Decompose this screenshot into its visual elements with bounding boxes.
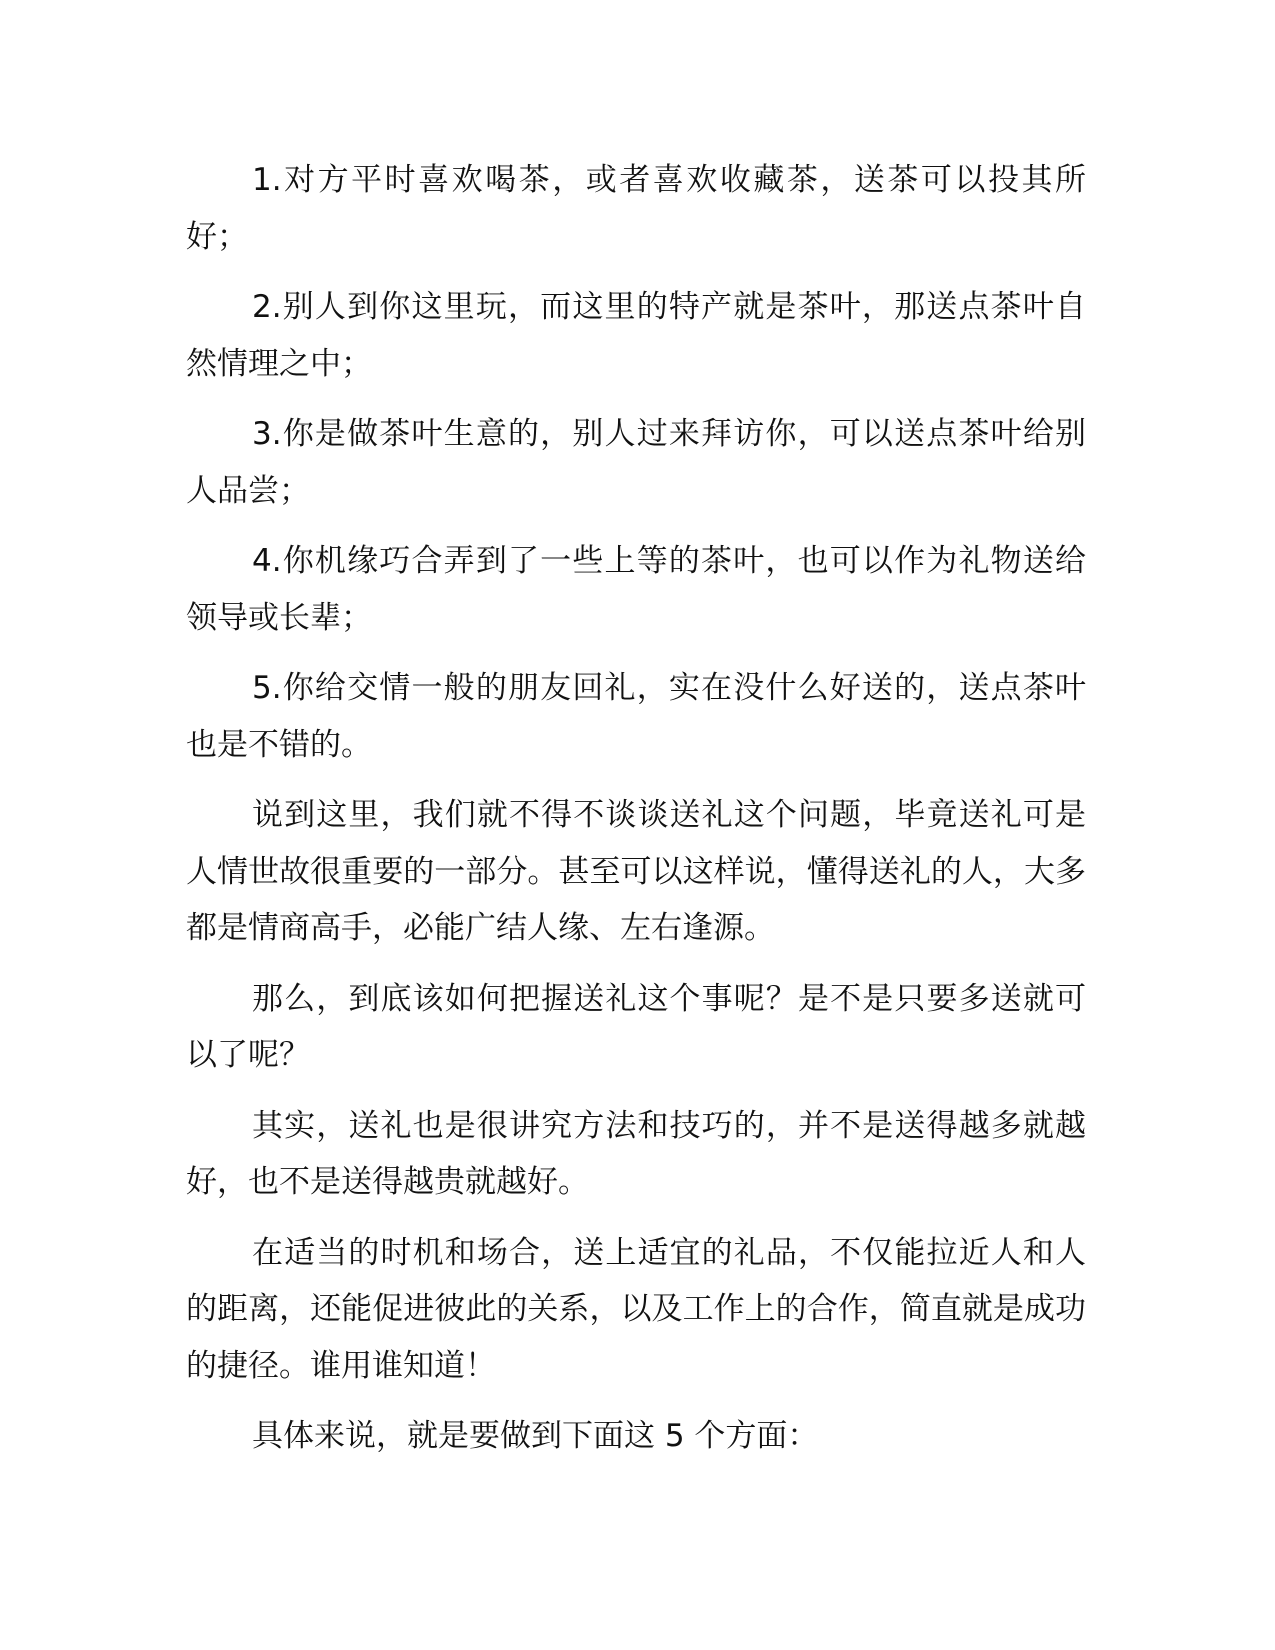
paragraph-reason-4: 4.你机缘巧合弄到了一些上等的茶叶，也可以作为礼物送给领导或长辈；: [186, 543, 1086, 636]
paragraph-reason-2: 2.别人到你这里玩，而这里的特产就是茶叶，那送点茶叶自然情理之中；: [186, 289, 1086, 382]
paragraph-reason-3: 3.你是做茶叶生意的，别人过来拜访你，可以送点茶叶给别人品尝；: [186, 416, 1086, 509]
paragraph-timing: 在适当的时机和场合，送上适宜的礼品，不仅能拉近人和人的距离，还能促进彼此的关系，以及工作上的合作，简直就是成功的捷径。谁用谁知道！: [186, 1234, 1086, 1384]
paragraph-reason-1: 1.对方平时喜欢喝茶，或者喜欢收藏茶，送茶可以投其所好；: [186, 162, 1086, 255]
paragraph-reason-5: 5.你给交情一般的朋友回礼，实在没什么好送的，送点茶叶也是不错的。: [186, 670, 1086, 763]
paragraph-gift-giving-intro: 说到这里，我们就不得不谈谈送礼这个问题，毕竟送礼可是人情世故很重要的一部分。甚至可以这样说，懂得送礼的人，大多都是情商高手，必能广结人缘、左右逢源。: [186, 797, 1086, 946]
document-body: [186, 152, 1086, 1479]
paragraph-five-aspects: 具体来说，就是要做到下面这 5 个方面：: [252, 1418, 819, 1454]
paragraph-method: 其实，送礼也是很讲究方法和技巧的，并不是送得越多就越好，也不是送得越贵就越好。: [186, 1107, 1086, 1200]
paragraph-question: 那么，到底该如何把握送礼这个事呢？是不是只要多送就可以了呢？: [186, 980, 1086, 1073]
